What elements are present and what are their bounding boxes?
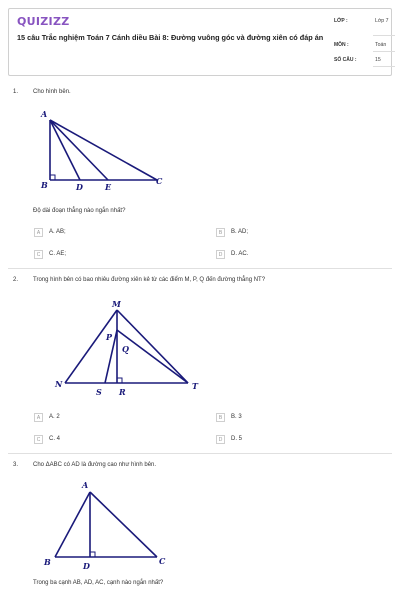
point-label-c: C [156, 176, 163, 186]
option-text: C. 4 [49, 436, 61, 442]
point-label-n: N [55, 379, 63, 389]
subject-value: Toán [375, 42, 387, 48]
question-2-figure [50, 295, 210, 400]
question-text: Trong ba cạnh AB, AD, AC, cạnh nào ngắn nhất? [33, 580, 164, 586]
option-text: B. AD; [231, 229, 249, 235]
class-value: Lớp 7 [375, 18, 389, 24]
subject-label: MÔN : [334, 42, 349, 48]
option-key-box: B [216, 413, 225, 422]
option-text: C. AE; [49, 251, 67, 257]
divider [373, 35, 395, 36]
option-key-box: A [34, 413, 43, 422]
option-text: B. 3 [231, 414, 242, 420]
question-number: 3. [13, 462, 19, 468]
point-label-e: E [105, 182, 112, 192]
point-label-r: R [119, 387, 126, 397]
worksheet-header [8, 8, 392, 76]
question-1-figure [35, 105, 175, 195]
option-key-box: B [216, 228, 225, 237]
point-label-s: S [96, 387, 102, 397]
point-label-b: B [44, 557, 51, 567]
question-prompt: Cho ΔABC có AD là đường cao như hình bên. [33, 462, 157, 468]
option-text: D. AC. [231, 251, 249, 257]
divider [8, 453, 392, 454]
point-label-t: T [192, 381, 198, 391]
divider [373, 66, 395, 67]
option-text: A. 2 [49, 414, 60, 420]
option-text: A. AB; [49, 229, 66, 235]
point-label-b: B [41, 180, 48, 190]
count-label: SỐ CÂU : [334, 57, 357, 63]
option-key-box: C [34, 250, 43, 259]
question-number: 2. [13, 277, 19, 283]
option-key-box: D [216, 435, 225, 444]
option-key-box: D [216, 250, 225, 259]
question-prompt: Cho hình bên. [33, 89, 71, 95]
point-label-a: A [82, 480, 89, 490]
question-prompt: Trong hình bên có bao nhiêu đường xiên kẻ từ các điểm M, P, Q đến đường thẳng NT? [33, 277, 266, 283]
point-label-p: P [106, 332, 113, 342]
page-title: 15 câu Trắc nghiệm Toán 7 Cánh diều Bài 8: Đường vuông góc và đường xiên có đáp án [17, 33, 324, 42]
option-key-box: A [34, 228, 43, 237]
divider [8, 268, 392, 269]
count-value: 15 [375, 57, 381, 63]
point-label-m: M [112, 299, 121, 309]
point-label-q: Q [122, 344, 129, 354]
point-label-a: A [41, 109, 48, 119]
question-3-figure [35, 475, 175, 575]
class-label: LỚP : [334, 18, 348, 24]
option-key-box: C [34, 435, 43, 444]
point-label-c: C [159, 556, 166, 566]
question-number: 1. [13, 89, 19, 95]
option-text: D. 5 [231, 436, 243, 442]
quizizz-logo: QUIZIZZ [17, 15, 70, 28]
point-label-d: D [76, 182, 83, 192]
point-label-d: D [83, 561, 90, 571]
divider [373, 51, 395, 52]
question-text: Độ dài đoạn thẳng nào ngắn nhất? [33, 208, 126, 214]
